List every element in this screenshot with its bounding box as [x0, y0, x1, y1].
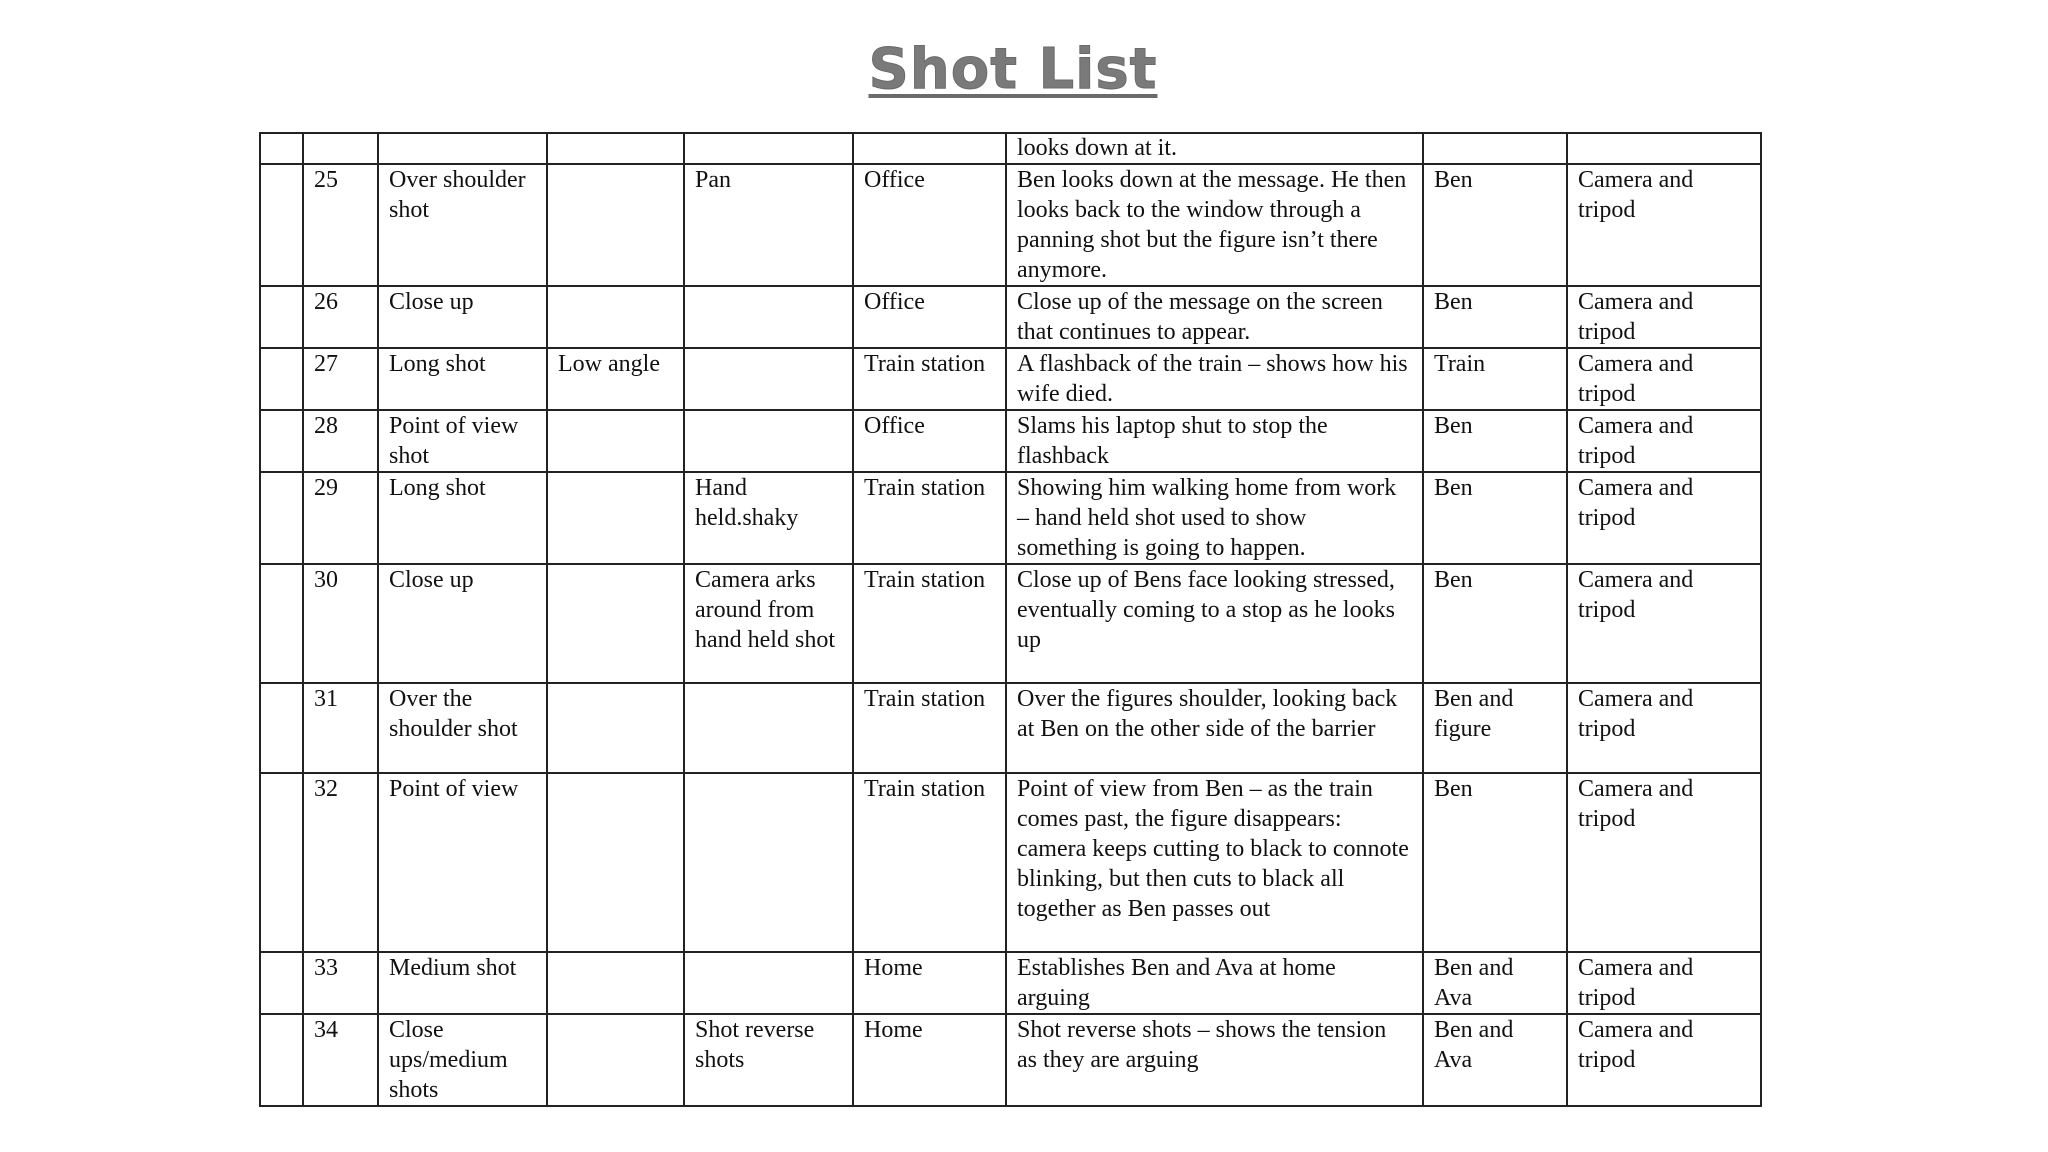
cell-description: Establishes Ben and Ava at home arguing [1006, 952, 1423, 1014]
cell-equipment: Camera and tripod [1567, 164, 1761, 286]
cell-blank [260, 952, 303, 1014]
cell-actors [1423, 133, 1567, 164]
cell-movement: Pan [684, 164, 853, 286]
cell-movement [684, 952, 853, 1014]
cell-blank [260, 286, 303, 348]
cell-equipment: Camera and tripod [1567, 348, 1761, 410]
table-row-continuation [260, 133, 1761, 164]
table-row [260, 410, 1761, 472]
cell-angle [547, 410, 684, 472]
cell-movement: Shot reverse shots [684, 1014, 853, 1106]
document-title-text: Shot List [868, 37, 1158, 102]
cell-description: Showing him walking home from work – hand held shot used to show something is going to happen. [1006, 472, 1423, 564]
cell-actors: Ben [1423, 164, 1567, 286]
cell-shot-type: Medium shot [378, 952, 547, 1014]
cell-angle [547, 286, 684, 348]
cell-location: Train station [853, 773, 1006, 952]
cell-blank [260, 348, 303, 410]
cell-actors: Ben [1423, 410, 1567, 472]
cell-description: A flashback of the train – shows how his wife died. [1006, 348, 1423, 410]
cell-equipment: Camera and tripod [1567, 472, 1761, 564]
cell-equipment: Camera and tripod [1567, 773, 1761, 952]
cell-location: Home [853, 1014, 1006, 1106]
cell-location: Office [853, 164, 1006, 286]
table-row [260, 683, 1761, 773]
cell-blank [260, 683, 303, 773]
table-row [260, 1014, 1761, 1106]
cell-shot-type: Close up [378, 286, 547, 348]
cell-shot-number: 34 [303, 1014, 378, 1106]
cell-location [853, 133, 1006, 164]
cell-movement: Hand held.shaky [684, 472, 853, 564]
cell-actors: Ben [1423, 286, 1567, 348]
cell-movement [684, 286, 853, 348]
cell-shot-number: 30 [303, 564, 378, 683]
cell-shot-number: 28 [303, 410, 378, 472]
cell-blank [260, 164, 303, 286]
cell-description: Close up of Bens face looking stressed, eventually coming to a stop as he looks up [1006, 564, 1423, 683]
table-row [260, 564, 1761, 683]
cell-blank [260, 773, 303, 952]
cell-angle [547, 472, 684, 564]
cell-equipment: Camera and tripod [1567, 410, 1761, 472]
cell-shot-number: 31 [303, 683, 378, 773]
table-row [260, 773, 1761, 952]
cell-actors: Ben [1423, 472, 1567, 564]
cell-location: Home [853, 952, 1006, 1014]
cell-equipment: Camera and tripod [1567, 1014, 1761, 1106]
cell-description: Ben looks down at the message. He then looks back to the window through a panning shot but the figure isn’t there anymore. [1006, 164, 1423, 286]
shot-list-table [259, 132, 1762, 1107]
cell-location: Train station [853, 683, 1006, 773]
table-row [260, 472, 1761, 564]
cell-equipment: Camera and tripod [1567, 683, 1761, 773]
cell-angle: Low angle [547, 348, 684, 410]
cell-shot-number: 29 [303, 472, 378, 564]
cell-angle [547, 164, 684, 286]
cell-blank [260, 410, 303, 472]
cell-actors: Ben and Ava [1423, 952, 1567, 1014]
cell-actors: Train [1423, 348, 1567, 410]
cell-shot-number: 25 [303, 164, 378, 286]
cell-shot-type: Long shot [378, 472, 547, 564]
cell-actors: Ben and figure [1423, 683, 1567, 773]
cell-angle [547, 773, 684, 952]
cell-description: looks down at it. [1006, 133, 1423, 164]
cell-movement: Camera arks around from hand held shot [684, 564, 853, 683]
cell-location: Office [853, 410, 1006, 472]
cell-location: Office [853, 286, 1006, 348]
cell-actors: Ben and Ava [1423, 1014, 1567, 1106]
cell-shot-number: 26 [303, 286, 378, 348]
cell-blank [260, 472, 303, 564]
table-row [260, 348, 1761, 410]
table-row [260, 952, 1761, 1014]
cell-shot-number: 32 [303, 773, 378, 952]
cell-blank [260, 133, 303, 164]
cell-angle [547, 1014, 684, 1106]
cell-blank [260, 1014, 303, 1106]
cell-angle [547, 952, 684, 1014]
cell-description: Point of view from Ben – as the train comes past, the figure disappears: camera keeps cutting to black to connote blinking, but then cuts to black all together as Ben passes out [1006, 773, 1423, 952]
cell-shot-type: Long shot [378, 348, 547, 410]
cell-shot-number: 27 [303, 348, 378, 410]
cell-shot-number [303, 133, 378, 164]
cell-equipment: Camera and tripod [1567, 564, 1761, 683]
cell-actors: Ben [1423, 564, 1567, 683]
table-row [260, 164, 1761, 286]
cell-shot-type: Point of view [378, 773, 547, 952]
cell-equipment: Camera and tripod [1567, 286, 1761, 348]
cell-shot-type: Close up [378, 564, 547, 683]
cell-angle [547, 683, 684, 773]
cell-shot-type: Over shoulder shot [378, 164, 547, 286]
cell-shot-type [378, 133, 547, 164]
cell-actors: Ben [1423, 773, 1567, 952]
cell-movement [684, 773, 853, 952]
cell-description: Shot reverse shots – shows the tension as they are arguing [1006, 1014, 1423, 1106]
cell-equipment [1567, 133, 1761, 164]
cell-shot-type: Point of view shot [378, 410, 547, 472]
cell-shot-number: 33 [303, 952, 378, 1014]
cell-shot-type: Close ups/medium shots [378, 1014, 547, 1106]
cell-location: Train station [853, 564, 1006, 683]
cell-angle [547, 133, 684, 164]
cell-movement [684, 683, 853, 773]
cell-shot-type: Over the shoulder shot [378, 683, 547, 773]
cell-movement [684, 133, 853, 164]
cell-equipment: Camera and tripod [1567, 952, 1761, 1014]
document-title [0, 34, 2026, 106]
cell-angle [547, 564, 684, 683]
cell-location: Train station [853, 472, 1006, 564]
cell-description: Close up of the message on the screen that continues to appear. [1006, 286, 1423, 348]
cell-blank [260, 564, 303, 683]
table-row [260, 286, 1761, 348]
cell-description: Over the figures shoulder, looking back at Ben on the other side of the barrier [1006, 683, 1423, 773]
cell-movement [684, 348, 853, 410]
cell-location: Train station [853, 348, 1006, 410]
cell-description: Slams his laptop shut to stop the flashback [1006, 410, 1423, 472]
cell-movement [684, 410, 853, 472]
